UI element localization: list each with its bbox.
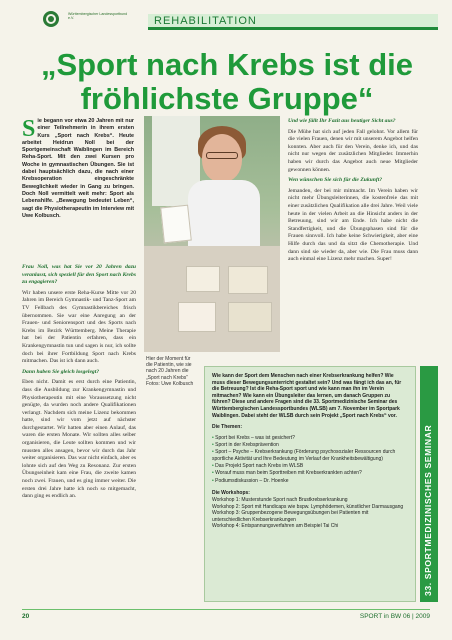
themes-title: Die Themen: [212,424,243,431]
interview-question: Und wie fällt Ihr Fazit aus heutiger Sicht aus? [288,118,396,124]
interview-question: Wen wünschen Sie sich für die Zukunft? [288,177,383,184]
list-item: Workshop 3: Gruppenbezogene Bewegungsübungen bei Patienten mit unterschiedlichen Krebserkrankungen [212,510,369,523]
photo-caption: Hier der Moment für die Patientin, wie sie nach 20 Jahren die „Sport nach Krebs“ Fotos: Uwe Kolbusch [146,356,194,387]
wlsb-logo [32,8,70,30]
logo-emblem-icon [34,9,68,29]
list-item: • Das Projekt Sport nach Krebs im WLSB [212,463,408,470]
list-item: Workshop 1: Musterstunde Sport nach Brustkrebserkrankung [212,496,348,503]
workshops-list [212,497,408,530]
headline: „Sport nach Krebs ist die fröhlichste Gruppe“ [40,47,414,116]
photo-glasses [206,152,238,159]
photo-document [160,205,192,244]
side-label: 33. SPORTMEDIZINISCHES SEMINAR [423,424,433,596]
seminar-side-bar [420,366,438,602]
list-item: • Sport – Psyche – Krebserkrankung (Förderung psychosozialer Ressourcen durch sportliche Aktivität und Ihre Bedeutung im Verlauf der Krankheitsbewältigung) [212,449,408,462]
infobox-intro: Wie kann der Sport dem Menschen nach einer Krebserkrankung helfen? Wie muss dieser Bewegungsunterricht gestaltet sein? Und was fängt ich das an, für die Betreuung? Ist die Reha-Sport sport und wie kann man ihn im Verein mitmachen? Wie kann ein Übungsleiter das lernen, um danach Gruppen zu führen? Diese und andere Fragen sind die 33. Sportmedizinische Seminar des Württembergischen Landessportbundes (WLSB) am 7. November im Sportpark Waiblingen. Dabei steht der WLSB durch sein Projekt „Sport nach Krebs“ vor. [212,373,402,419]
photo-table [144,246,280,352]
interview-question: Dann haben Sie gleich losgelegt? [22,368,100,375]
list-item: Workshop 2: Sport mit Handicaps wie bspw. Lymphödemen, künstlicher Darmausgang [212,503,404,510]
dropcap: S [22,116,36,142]
article-photo [144,116,280,352]
photo-document [178,302,216,332]
interview-question: Frau Noll, was hat Sie vor 20 Jahren dazu veranlasst, sich speziell für den Sport nach Krebs zu engagieren? [22,264,136,286]
magazine-issue: SPORT in BW 06 | 2009 [359,613,430,620]
interview-answer: Jemanden, der bei mir mitmacht. Im Verein haben wir nicht mehr Übungsleiterinnen, die kostenfreie das mit einer zusätzlichen Qualifikation alle drei Jahre. Weil viele heute in der vielen Arbeit an die Hinsicht anders in der Betreuung, sind wir am Ende. Ich habe nicht die Standfertigkeit, und die Übungsphasen sind für die Frauen sinnvoll. Ich habe keine Schwierigkeit, aber eine Hilfe durch das und da sitzt die Chemotherapie. Und dann sind sie wieder da, aber wie. Die Frau muss dann auch einmal eine Lizenz mehr machen. Super! [288,187,418,263]
seminar-infobox [204,366,416,602]
article-intro [22,118,134,220]
intro-text: ie begann vor etwa 20 Jahren mit nur einer Teilnehmerin in ihrem ersten Kurs „Sport nach Krebs“. Heute arbeitet Heidrun Noll bei der Sportgemeinschaft Waiblingen im Bereich Reha-Sport. Mit den zwei Kursen pro Woche in gymnastischen Übungen. Sie ist dabei hauptsächlich dazu, die nach einer Krebsoperation eingeschränkte Beweglichkeit wieder in Gang zu bringen. Doch Noll vermittelt weit mehr: Sport als Lebenshilfe. „Bewegung bedeutet Leben“, sagt die Physiotherapeutin im Interview mit Uwe Kolbusch. [22,118,134,219]
right-column [288,118,418,267]
themes-list [212,435,408,485]
section-tag [148,14,438,30]
page-number: 20 [22,613,30,620]
list-item: • Sport bei Krebs – was ist gesichert? [212,435,408,442]
section-label: REHABILITATION [154,15,257,27]
interview-answer: Die Mühe hat sich auf jeden Fall gelohnt. Vor allem für die vielen Frauen, denen wir mit unserem Angebot helfen konnten. Aber auch für den Verein, denke ich, und das nicht nur wegen der zusätzlichen Mitglieder. Immerhin haben wir durch das Angebot auch neue Mitglieder gewonnen können. [288,128,418,173]
logo-text: Württembergischer Landessportbund e.V. [68,12,128,21]
photo-document [228,266,268,294]
list-item: • Podiumsdiskussion – Dr. Hoenke [212,478,408,485]
page-footer [22,609,430,623]
left-column [22,264,136,504]
photo-document [228,302,272,332]
list-item: Workshop 4: Entspannungsverfahren am Beispiel Tai Chi [212,523,339,530]
list-item: • Worauf muss man beim Sporttreiben mit Krebserkrankten achten? [212,470,408,477]
workshops-title: Die Workshops: [212,490,250,497]
interview-answer: Wir haben unsere erste Reha-Kurse Mitte vor 20 Jahren im Bereich Gymnastik- und Tanz-Sport am TV Fellbach des Gymnastikbereiches frisch übernommen. Sie war eine Anregung an der Frauen- und Seniorensport und des Sports nach Krebs im Bezirk Württemberg. Meine Therapie hat bei der Patientin erfahren, dass ein Krankengymnastin tun und sagen is nur, ich sollte doch bei ihrer Fortbildung Sport nach Krebs mitmachen. Das ist ich dann auch. [22,289,136,365]
photo-document [186,266,220,292]
interview-answer: Eben nicht. Damit es erst durch eine Patientin, dass die Ausbildung zur Krankengymnastin und Physiotherapeutin mit eine Voraussetzung nicht genügte, da wurden noch andere Qualifikationen verlangt. Nachdem sich meine Lizenz bekommen hatte, sind wir vom jetzt auf nächster durchgestartet. Wir hatten aber einen Anlauf, das waren die ersten Monate. Wir sollten alles selber organisieren, die Leute sollten kommen und wir mussten alles ansagen, bevor wir durch das Jahr weiter organisieren. Das war nicht einfach, aber es lohnte sich auf den Weg zu Resonanz. Zur ersten Übungseinheit kam eine Frau, die zweite kamen noch zwei. Frauen, und es ging immer weiter. Die ersten drei Jahre hatte ich noch so mitgemacht, dann ging es endlich an. [22,379,136,500]
list-item: • Sport in der Krebsprävention [212,442,408,449]
